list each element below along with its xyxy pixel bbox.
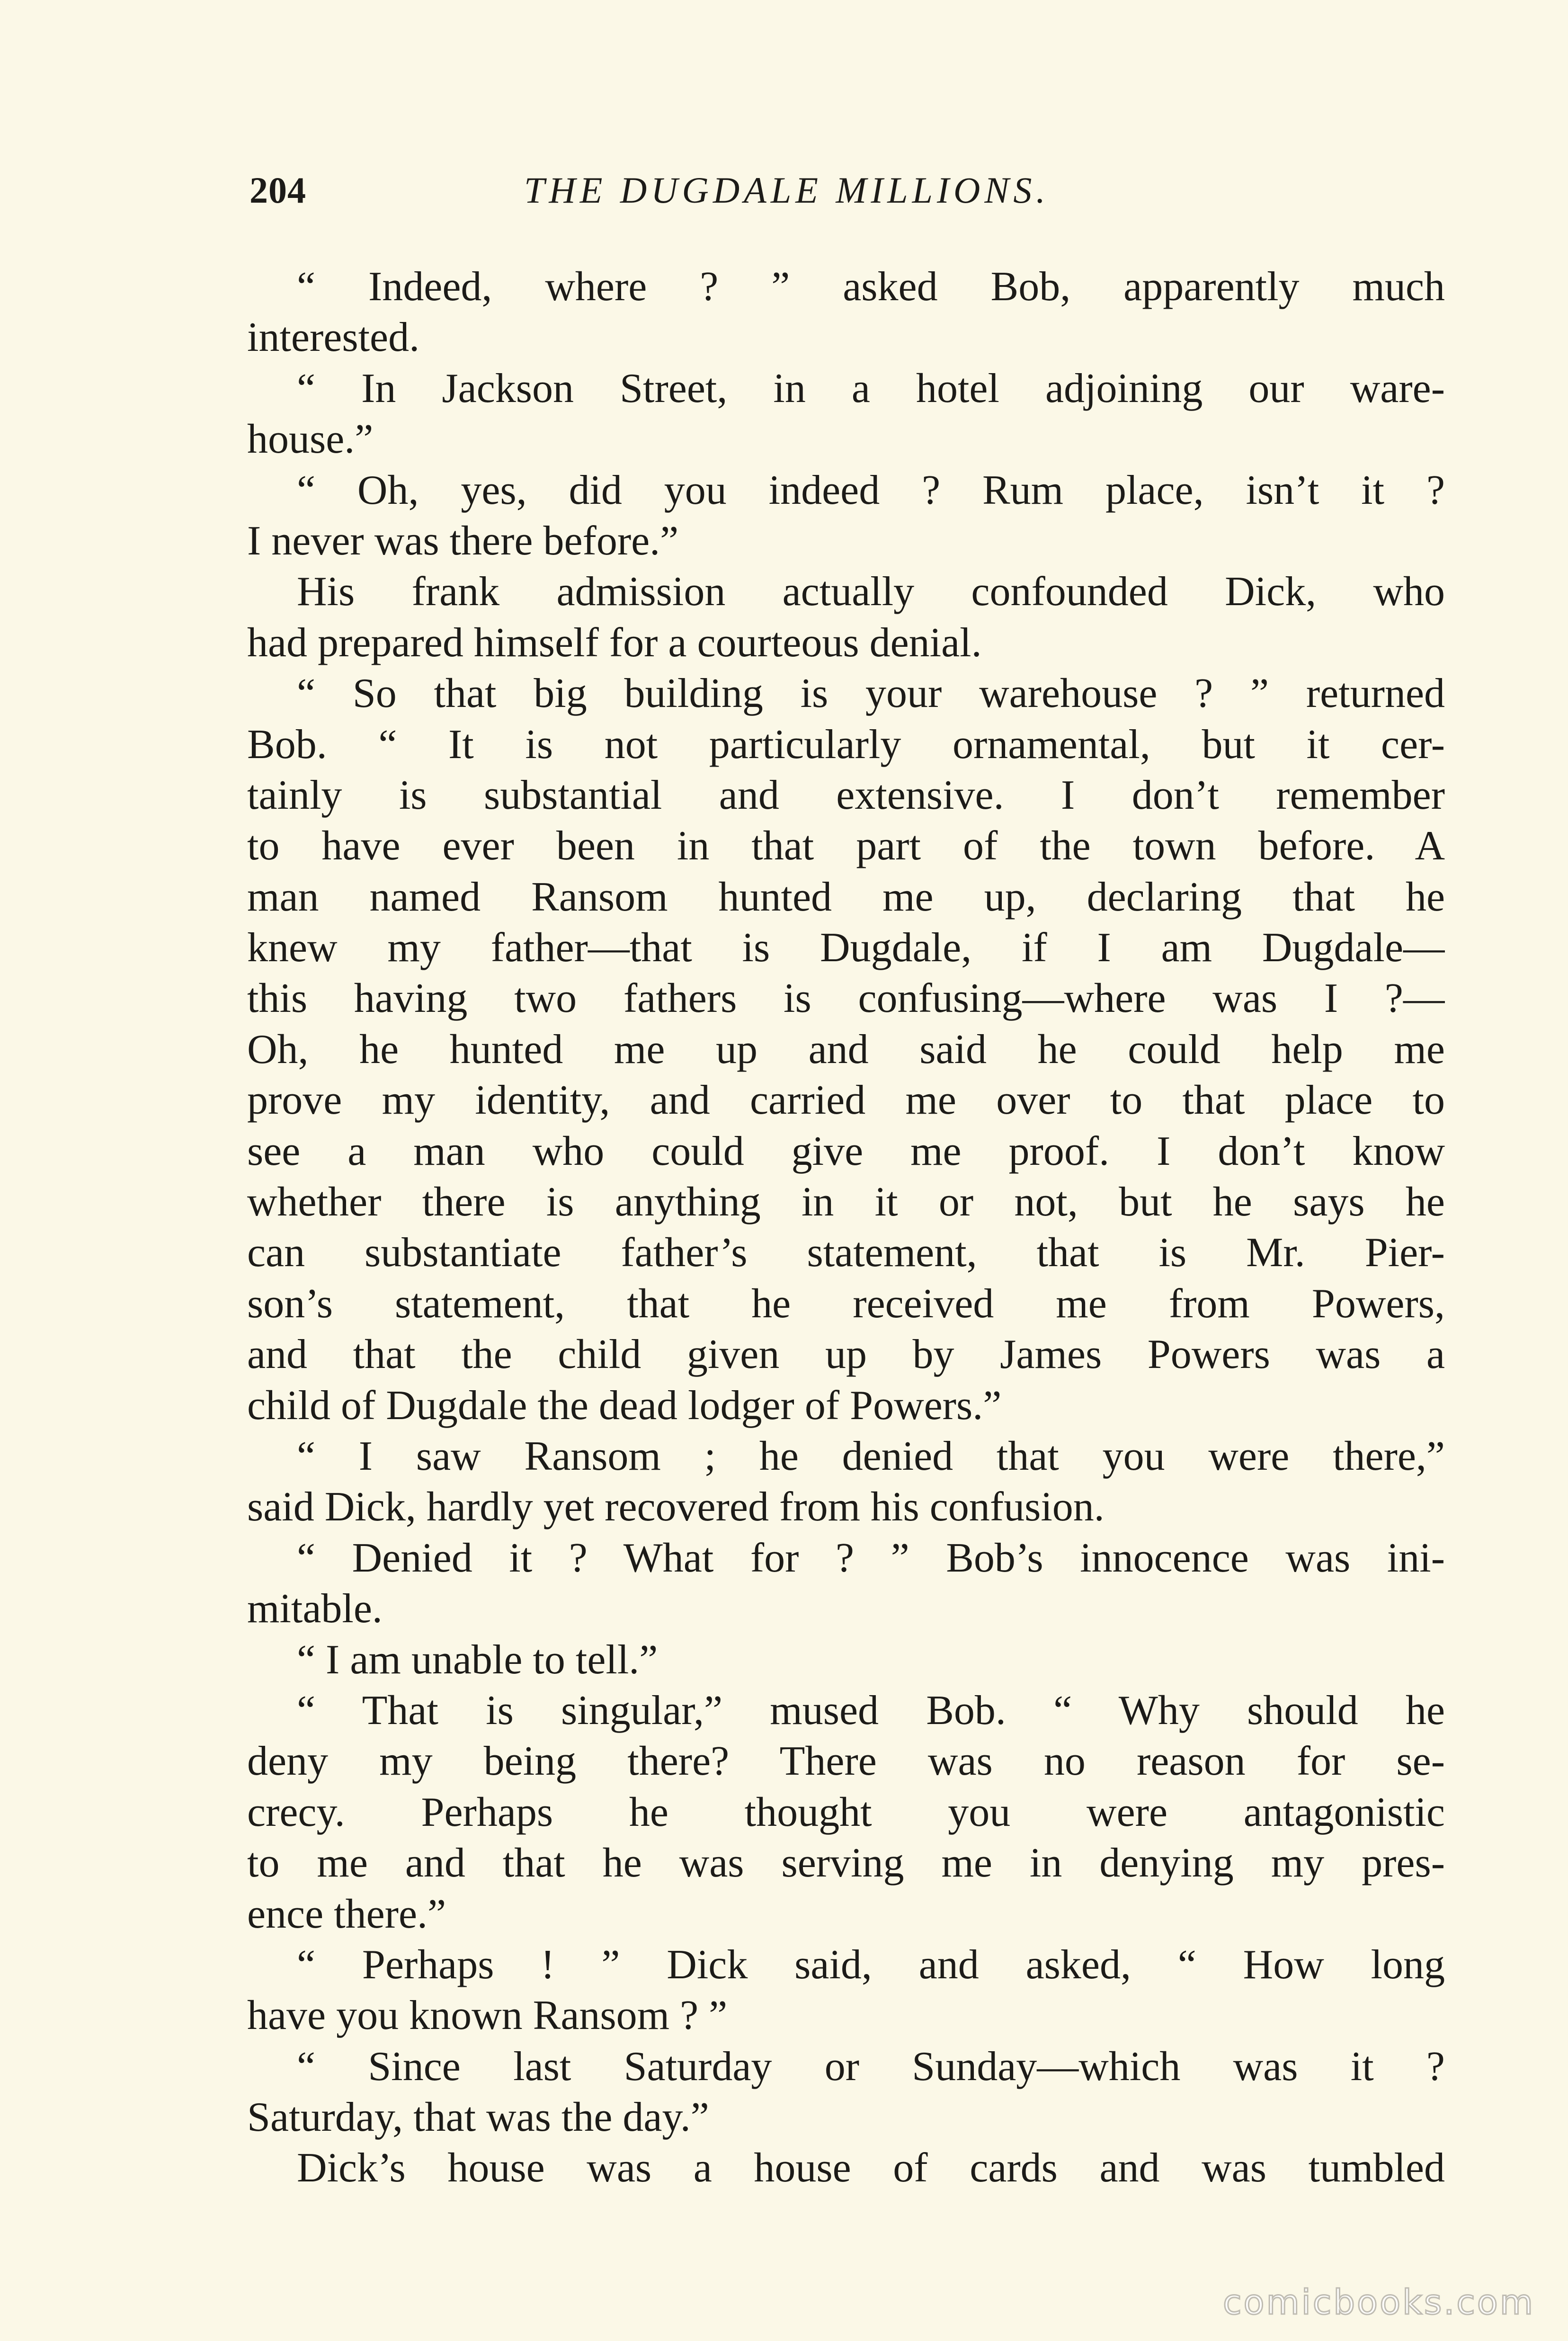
text-line: Dick’s house was a house of cards and was tumbled bbox=[297, 2145, 1445, 2191]
text-line: “ Oh, yes, did you indeed ? Rum place, isn’t it ? bbox=[297, 467, 1445, 513]
text-line: see a man who could give me proof. I don’t know bbox=[247, 1128, 1445, 1174]
text-line: mitable. bbox=[247, 1586, 383, 1632]
text-line: “ In Jackson Street, in a hotel adjoining our ware- bbox=[297, 365, 1445, 411]
text-line: can substantiate father’s statement, that is Mr. Pier- bbox=[247, 1230, 1445, 1276]
text-line: man named Ransom hunted me up, declaring that he bbox=[247, 874, 1445, 920]
text-line: son’s statement, that he received me from Powers, bbox=[247, 1280, 1445, 1327]
running-title: THE DUGDALE MILLIONS. bbox=[524, 170, 1050, 211]
text-line: whether there is anything in it or not, but he says he bbox=[247, 1179, 1445, 1225]
text-line: and that the child given up by James Powers was a bbox=[247, 1331, 1445, 1378]
text-line: “ Indeed, where ? ” asked Bob, apparently much bbox=[297, 264, 1445, 310]
text-line: “ I am unable to tell.” bbox=[297, 1636, 658, 1683]
text-line: have you known Ransom ? ” bbox=[247, 1993, 728, 2039]
watermark: comicbooks.com bbox=[1222, 2282, 1535, 2322]
page-header bbox=[249, 167, 1443, 223]
page-number: 204 bbox=[249, 170, 306, 211]
text-line: ence there.” bbox=[247, 1891, 446, 1937]
text-line: said Dick, hardly yet recovered from his confusion. bbox=[247, 1484, 1105, 1530]
text-line: “ That is singular,” mused Bob. “ Why should he bbox=[297, 1687, 1445, 1733]
text-line: “ Since last Saturday or Sunday—which was it ? bbox=[297, 2043, 1445, 2090]
text-line: Oh, he hunted me up and said he could help me bbox=[247, 1026, 1445, 1072]
text-line: “ Perhaps ! ” Dick said, and asked, “ How long bbox=[297, 1941, 1445, 1988]
text-line: knew my father—that is Dugdale, if I am Dugdale— bbox=[247, 925, 1445, 971]
text-line: “ So that big building is your warehouse ? ” returned bbox=[297, 670, 1445, 717]
text-line: I never was there before.” bbox=[247, 518, 679, 564]
text-line: to have ever been in that part of the town before. A bbox=[247, 823, 1445, 869]
text-line: had prepared himself for a courteous denial. bbox=[247, 619, 982, 666]
body-text bbox=[247, 261, 1445, 2194]
text-line: child of Dugdale the dead lodger of Powers.” bbox=[247, 1382, 1002, 1429]
text-line: Saturday, that was the day.” bbox=[247, 2094, 709, 2141]
text-line: to me and that he was serving me in denying my pres- bbox=[247, 1840, 1445, 1886]
text-line: Bob. “ It is not particularly ornamental, but it cer- bbox=[247, 721, 1445, 768]
text-line: this having two fathers is confusing—where was I ?— bbox=[247, 975, 1445, 1022]
text-line: “ Denied it ? What for ? ” Bob’s innocence was ini- bbox=[297, 1535, 1445, 1581]
text-line: tainly is substantial and extensive. I don’t remember bbox=[247, 772, 1445, 818]
text-line: His frank admission actually confounded Dick, who bbox=[297, 569, 1445, 615]
text-line: prove my identity, and carried me over to that place to bbox=[247, 1077, 1445, 1124]
text-line: “ I saw Ransom ; he denied that you were there,” bbox=[297, 1433, 1445, 1479]
text-line: deny my being there? There was no reason for se- bbox=[247, 1738, 1445, 1785]
text-line: interested. bbox=[247, 314, 420, 361]
text-line: house.” bbox=[247, 416, 374, 463]
text-line: crecy. Perhaps he thought you were antagonistic bbox=[247, 1789, 1445, 1835]
